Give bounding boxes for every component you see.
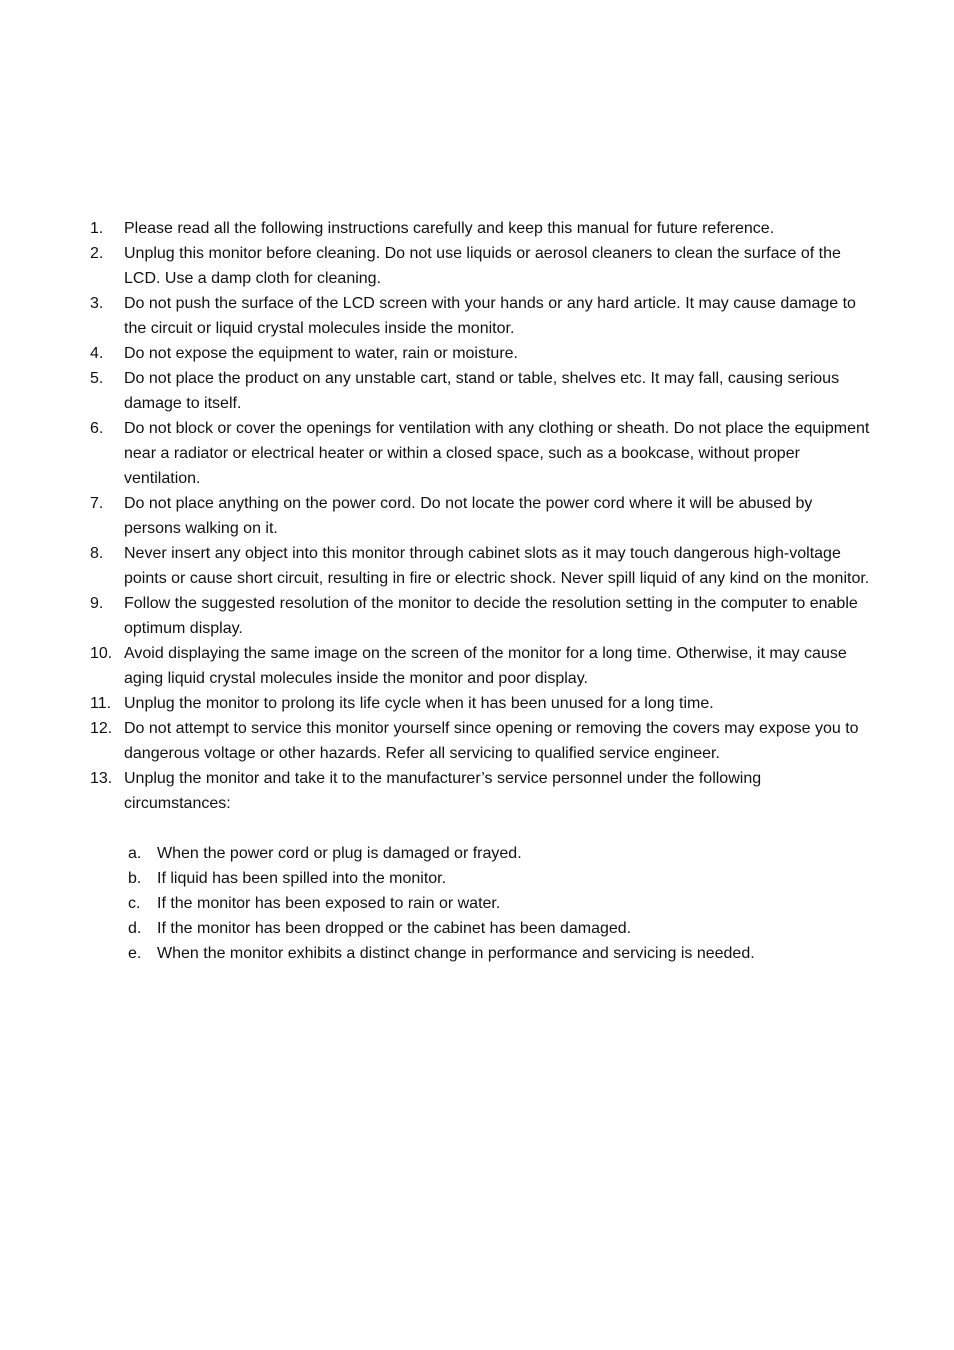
- item-text: Do not push the surface of the LCD screen with your hands or any hard article. It may cause damage to the circuit or liquid crystal molecules inside the monitor.: [124, 295, 856, 337]
- list-item: [90, 491, 870, 541]
- item-number: 2.: [90, 245, 104, 262]
- sub-list-item: [90, 891, 870, 916]
- list-item: [90, 691, 870, 716]
- sub-item-letter: c.: [128, 895, 141, 912]
- list-item: [90, 366, 870, 416]
- sub-item-letter: b.: [128, 870, 142, 887]
- item-number: 13.: [90, 770, 113, 787]
- item-number: 8.: [90, 545, 104, 562]
- item-text: Do not expose the equipment to water, rain or moisture.: [124, 345, 518, 362]
- item-number: 1.: [90, 220, 104, 237]
- item-text: Do not block or cover the openings for ventilation with any clothing or sheath. Do not place the equipment near a radiator or electrical heater or within a closed space, such as a bookcase, without proper ventilation.: [124, 420, 870, 487]
- item-text: Do not place anything on the power cord. Do not locate the power cord where it will be abused by persons walking on it.: [124, 495, 813, 537]
- sub-item-text: When the monitor exhibits a distinct change in performance and servicing is needed.: [157, 945, 755, 962]
- list-item: [90, 216, 870, 241]
- item-number: 7.: [90, 495, 104, 512]
- item-text: Do not place the product on any unstable cart, stand or table, shelves etc. It may fall, causing serious damage to itself.: [124, 370, 840, 412]
- sub-item-text: When the power cord or plug is damaged or frayed.: [157, 845, 522, 862]
- item-number: 5.: [90, 370, 104, 387]
- sub-item-text: If liquid has been spilled into the monitor.: [157, 870, 447, 887]
- item-text: Do not attempt to service this monitor yourself since opening or removing the covers may expose you to dangerous voltage or other hazards. Refer all servicing to qualified service engineer.: [124, 720, 859, 762]
- item-text: Avoid displaying the same image on the screen of the monitor for a long time. Otherwise, it may cause aging liquid crystal molecules inside the monitor and poor display.: [124, 645, 847, 687]
- item-number: 10.: [90, 645, 113, 662]
- item-text: Never insert any object into this monitor through cabinet slots as it may touch dangerous high-voltage points or cause short circuit, resulting in fire or electric shock. Never spill liquid of any kind on the monitor.: [124, 545, 870, 587]
- circumstances-sub-list: [90, 841, 870, 966]
- list-item: [90, 341, 870, 366]
- item-number: 12.: [90, 720, 113, 737]
- item-text: Unplug this monitor before cleaning. Do not use liquids or aerosol cleaners to clean the surface of the LCD. Use a damp cloth for cleaning.: [124, 245, 841, 287]
- list-item: [90, 241, 870, 291]
- sub-list-item: [90, 866, 870, 891]
- item-text: Unplug the monitor to prolong its life cycle when it has been unused for a long time.: [124, 695, 714, 712]
- sub-item-text: If the monitor has been dropped or the cabinet has been damaged.: [157, 920, 632, 937]
- item-number: 3.: [90, 295, 104, 312]
- sub-item-letter: d.: [128, 920, 142, 937]
- list-item: [90, 641, 870, 691]
- list-item: [90, 766, 870, 816]
- item-text: Follow the suggested resolution of the monitor to decide the resolution setting in the computer to enable optimum display.: [124, 595, 858, 637]
- sub-list-item: [90, 841, 870, 866]
- sub-list-item: [90, 916, 870, 941]
- sub-item-letter: a.: [128, 845, 142, 862]
- sub-item-text: If the monitor has been exposed to rain or water.: [157, 895, 501, 912]
- list-item: [90, 416, 870, 491]
- item-number: 6.: [90, 420, 104, 437]
- item-text: Please read all the following instructions carefully and keep this manual for future reference.: [124, 220, 775, 237]
- item-number: 4.: [90, 345, 104, 362]
- list-item: [90, 716, 870, 766]
- item-text: Unplug the monitor and take it to the manufacturer’s service personnel under the following circumstances:: [124, 770, 762, 812]
- safety-instructions-list: [90, 216, 870, 816]
- list-item: [90, 591, 870, 641]
- list-item: [90, 541, 870, 591]
- list-item: [90, 291, 870, 341]
- sub-list-item: [90, 941, 870, 966]
- sub-item-letter: e.: [128, 945, 142, 962]
- item-number: 9.: [90, 595, 104, 612]
- item-number: 11.: [90, 695, 112, 712]
